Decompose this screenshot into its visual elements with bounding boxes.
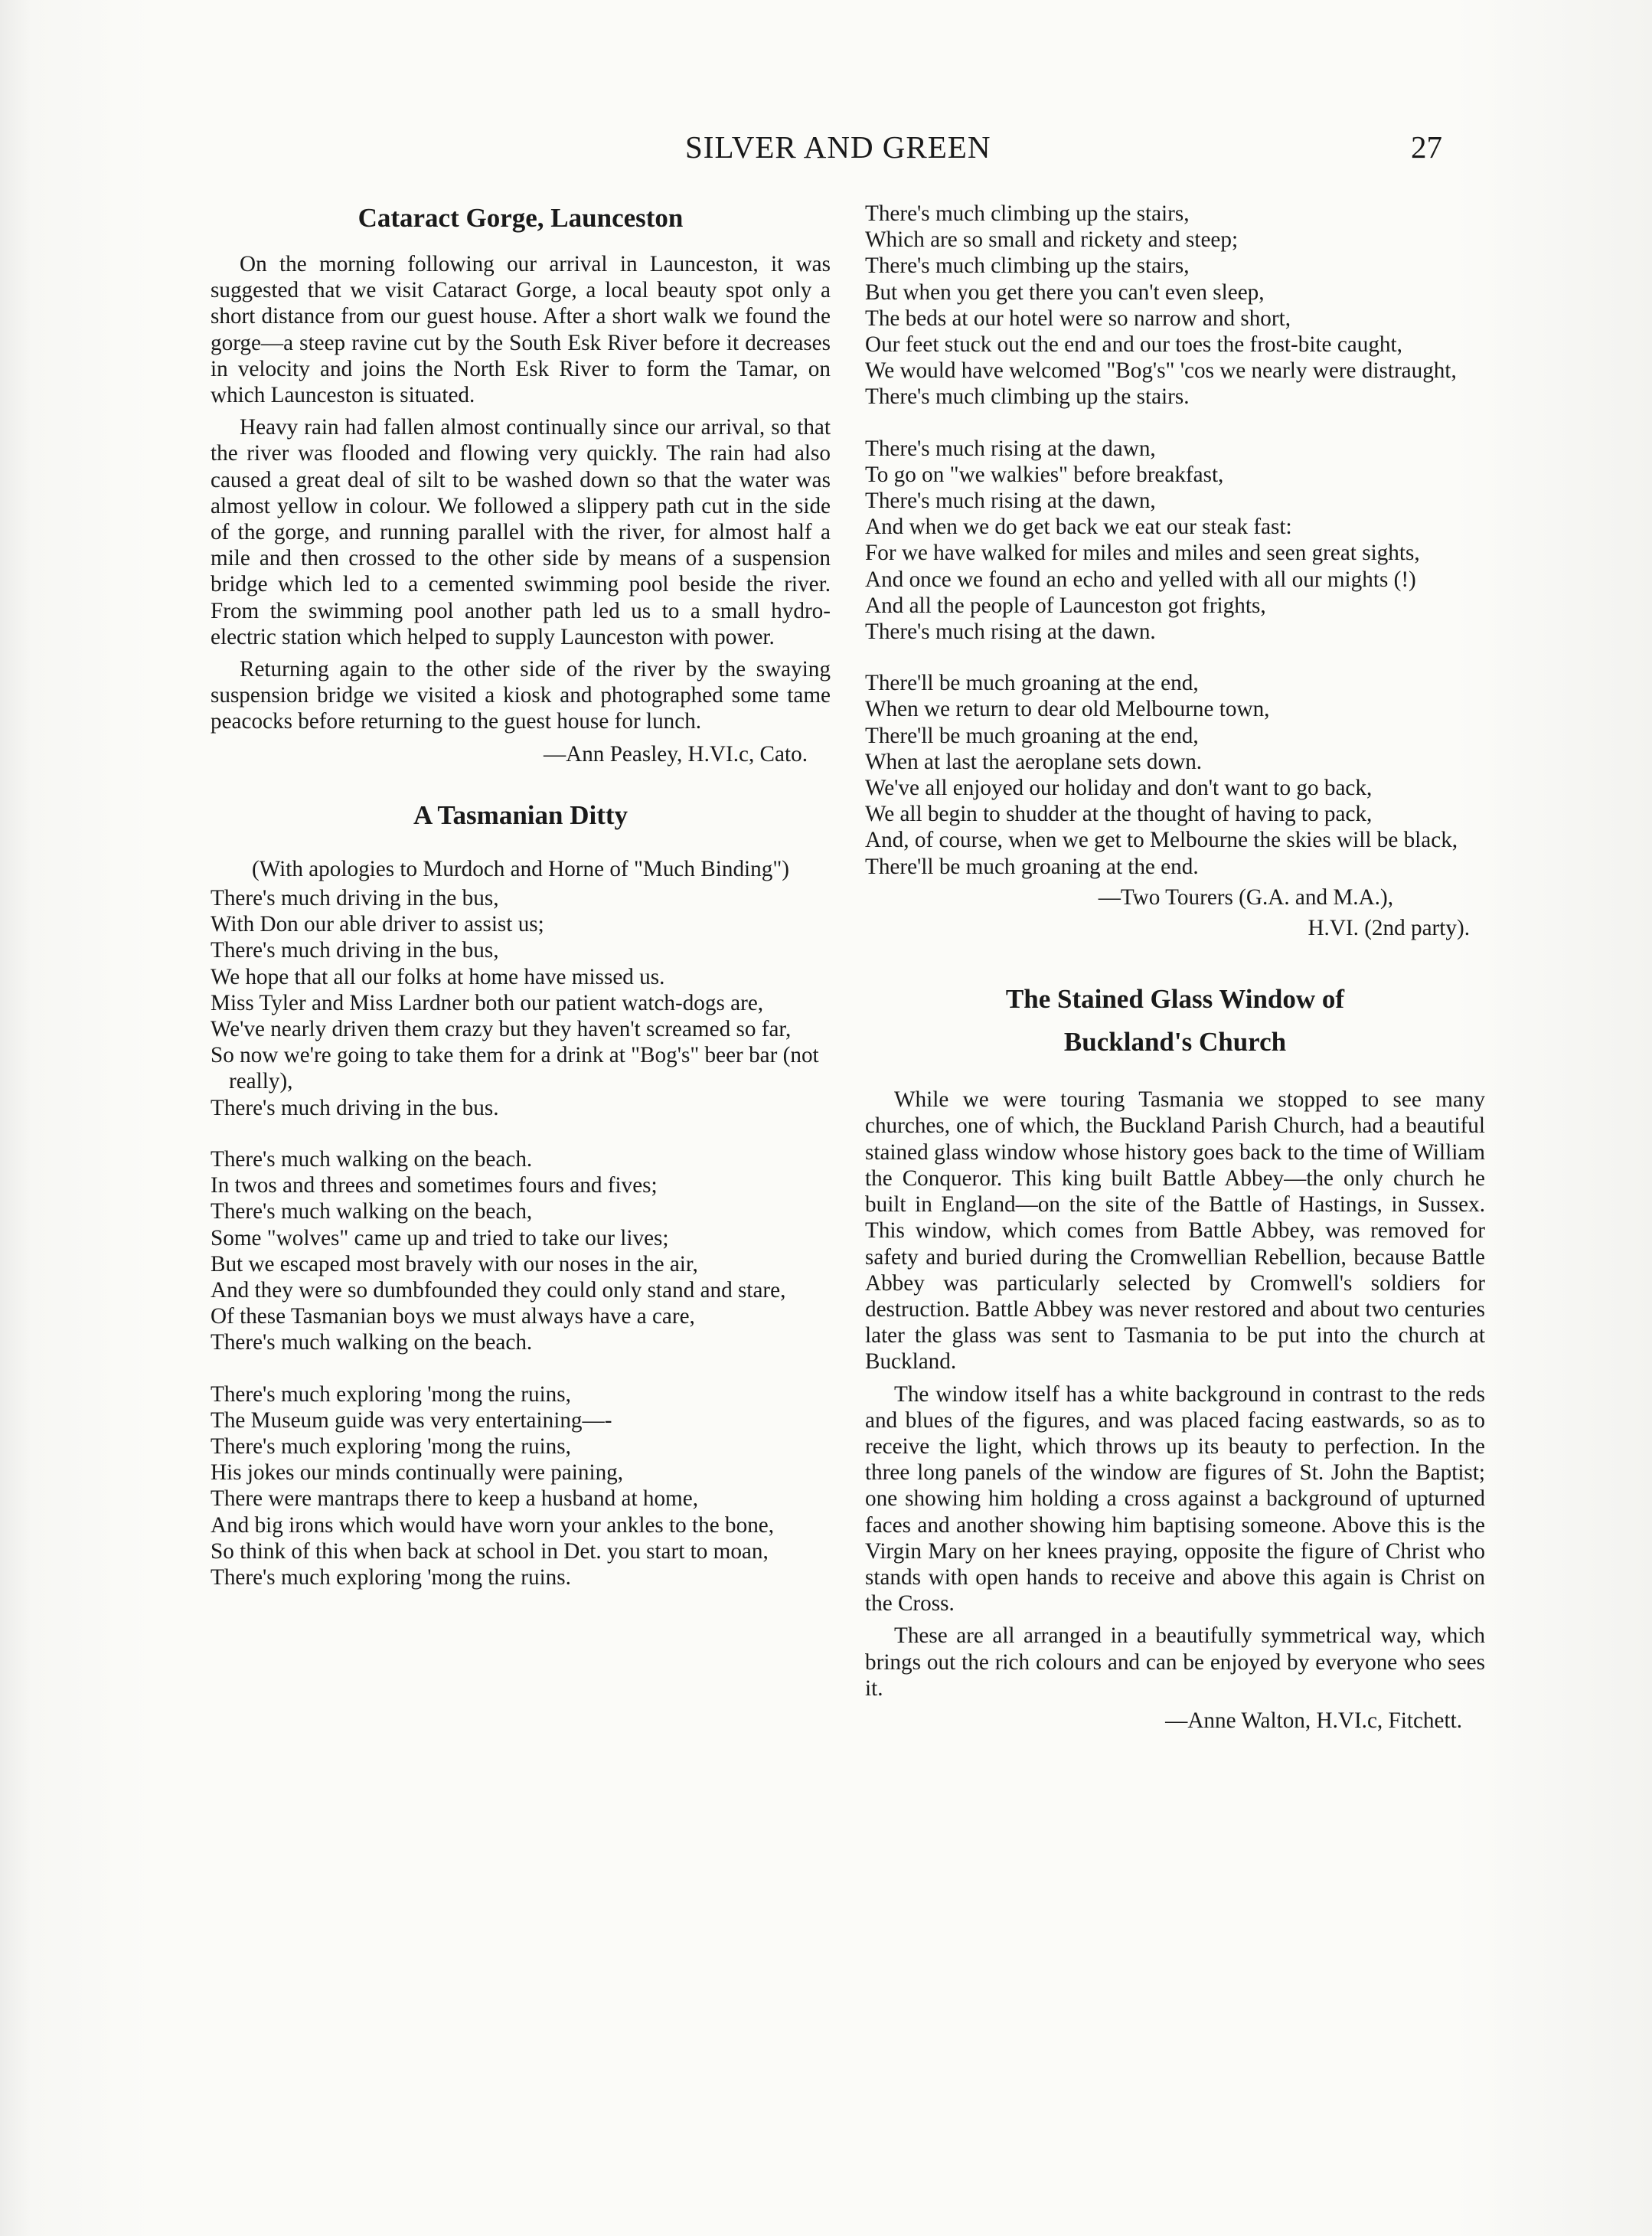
poem-line: Which are so small and rickety and steep; [865, 227, 1239, 253]
poem-line: There's much exploring 'mong the ruins, [211, 1433, 571, 1459]
poem-line: With Don our able driver to assist us; [211, 912, 544, 937]
poem-line: For we have walked for miles and miles and seen great sights, [865, 541, 1420, 566]
article-subtitle: (With apologies to Murdoch and Horne of "Much Binding") [252, 856, 789, 881]
article-stained-glass-window [865, 978, 1485, 1734]
poem-line: There were mantraps there to keep a husband at home, [211, 1486, 698, 1512]
poem-line: When we return to dear old Melbourne town, [865, 697, 1270, 722]
article-cataract-gorge [211, 201, 831, 767]
poem-line: To go on "we walkies" before breakfast, [865, 462, 1224, 487]
article-title: A Tasmanian Ditty [413, 799, 628, 830]
poem-line: And big irons which would have worn your ankles to the bone, [211, 1512, 775, 1538]
poem-line: There'll be much groaning at the end, [865, 671, 1199, 696]
poem-line: There'll be much groaning at the end. [865, 854, 1199, 879]
poem-line: We've all enjoyed our holiday and don't want to go back, [865, 776, 1373, 801]
poem-line: Miss Tyler and Miss Lardner both our patient watch-dogs are, [211, 990, 764, 1015]
poem-line: There'll be much groaning at the end, [865, 723, 1199, 748]
paragraph: The window itself has a white background in contrast to the reds and blues of the figures, and was placed facing eastwards, so as to receive the light, which throws up its beauty to perfection. In the three long panels of the window are figures of St. John the Baptist; one showing him holding a cross against a background of upturned faces and another showing him baptising someone. Above this is the Virgin Mary on her knees praying, opposite the figure of Christ who stands with open hands to receive and above this again is Christ on the Cross. [865, 1381, 1485, 1617]
poem-line: We would have welcomed "Bog's" 'cos we nearly were distraught, [865, 358, 1457, 384]
poem-line: So now we're going to take them for a drink at "Bog's" beer bar (not really), [211, 1043, 819, 1094]
poem-line: His jokes our minds continually were paining, [211, 1460, 624, 1486]
paragraph: These are all arranged in a beautifully symmetrical way, which brings out the rich colours and can be enjoyed by everyone who sees it. [865, 1623, 1485, 1701]
poem-stanza [865, 436, 1485, 646]
poem-line: So think of this when back at school in Det. you start to moan, [211, 1538, 769, 1564]
poem-line: There's much rising at the dawn. [865, 619, 1156, 645]
poem-line: In twos and threes and sometimes fours and fives; [211, 1173, 658, 1198]
poem-line: And when we do get back we eat our steak fast: [865, 515, 1292, 540]
author-signature: —Two Tourers (G.A. and M.A.), [1098, 884, 1393, 910]
poem-line: There's much driving in the bus, [211, 886, 499, 911]
poem-line: There's much exploring 'mong the ruins. [211, 1564, 571, 1590]
article-title-line: The Stained Glass Window of [1005, 984, 1345, 1015]
poem-line: There's much walking on the beach, [211, 1199, 533, 1224]
poem-stanza [211, 1381, 831, 1591]
poem-line: There's much rising at the dawn, [865, 436, 1156, 461]
poem-line: And, of course, when we get to Melbourne the skies will be black, [865, 828, 1458, 853]
poem-line: Our feet stuck out the end and our toes the frost-bite caught, [865, 332, 1402, 358]
article-title-line: Buckland's Church [1063, 1027, 1287, 1058]
paragraph: Heavy rain had fallen almost continually since our arrival, so that the river was flooded and flowing very quickly. The rain had also caused a great deal of silt to be washed down so that the water was almost yellow in colour. We followed a slippery path cut in the side of the gorge, and running parallel with the river, for almost half a mile and then crossed to the other side by means of a suspension bridge which led to a cemented swimming pool beside the river. From the swimming pool another path led us to a small hydro-electric station which helped to supply Launceston with power. [211, 415, 831, 649]
page-header [0, 129, 1652, 175]
poem-line: There's much driving in the bus. [211, 1095, 499, 1120]
poem-line: We've nearly driven them crazy but they haven't screamed so far, [211, 1017, 792, 1042]
right-column [865, 201, 1485, 1734]
article-title [865, 978, 1485, 1064]
poem-line: But when you get there you can't even sleep, [865, 280, 1265, 305]
poem-stanza [211, 885, 831, 1121]
paragraph: On the morning following our arrival in Launceston, it was suggested that we visit Cataract Gorge, a local beauty spot only a short distance from our guest house. After a short walk we found the gorge—a steep ravine cut by the South Esk River before it decreases in velocity and joins the North Esk River to form the Tamar, on which Launceston is situated. [211, 252, 831, 408]
poem-line: There's much rising at the dawn, [865, 489, 1156, 514]
poem-stanza [211, 1146, 831, 1356]
author-signature: H.VI. (2nd party). [1308, 916, 1470, 941]
poem-line: There's much climbing up the stairs, [865, 201, 1190, 226]
article-title: Cataract Gorge, Launceston [357, 203, 684, 233]
poem-line: There's much driving in the bus, [211, 938, 499, 963]
poem-line: There's much walking on the beach. [211, 1330, 533, 1355]
poem-stanza [865, 670, 1485, 880]
page-number: 27 [1411, 129, 1442, 165]
poem-line: There's much exploring 'mong the ruins, [211, 1381, 571, 1407]
poem-line: There's much walking on the beach. [211, 1146, 533, 1172]
poem-stanza [865, 201, 1485, 410]
paragraph: Returning again to the other side of the river by the swaying suspension bridge we visited a kiosk and photographed some tame peacocks before returning to the guest house for lunch. [211, 657, 831, 734]
left-column [211, 201, 831, 1590]
poem-line: And they were so dumbfounded they could only stand and stare, [211, 1277, 786, 1303]
paragraph: While we were touring Tasmania we stopped to see many churches, one of which, the Buckland Parish Church, had a beautiful stained glass window whose history goes back to the time of William the Conqueror. This king built Battle Abbey—the only church he built in England—on the site of the Battle of Hastings, in Sussex. This window, which comes from Battle Abbey, was removed for safety and buried during the Cromwellian Rebellion, because Battle Abbey was particularly selected by Cromwell's soldiers for destruction. Battle Abbey was never restored and about two centuries later the glass was sent to Tasmania to be put into the church at Buckland. [865, 1087, 1485, 1375]
poem-line: We hope that all our folks at home have missed us. [211, 964, 665, 989]
poem-line: But we escaped most bravely with our noses in the air, [211, 1251, 698, 1277]
poem-line: The beds at our hotel were so narrow and short, [865, 306, 1291, 331]
poem-line: And once we found an echo and yelled with all our mights (!) [865, 567, 1416, 592]
poem-line: There's much climbing up the stairs. [865, 384, 1190, 410]
poem-line: There's much climbing up the stairs, [865, 253, 1190, 279]
poem-line: The Museum guide was very entertaining—- [211, 1407, 612, 1433]
author-signature: —Ann Peasley, H.VI.c, Cato. [543, 741, 808, 767]
author-signature: —Anne Walton, H.VI.c, Fitchett. [1165, 1708, 1462, 1733]
poem-line: We all begin to shudder at the thought of having to pack, [865, 802, 1373, 827]
article-tasmanian-ditty [211, 798, 831, 1590]
poem-line: Of these Tasmanian boys we must always have a care, [211, 1304, 695, 1329]
poem-line: When at last the aeroplane sets down. [865, 749, 1203, 774]
poem-line: And all the people of Launceston got frights, [865, 593, 1266, 618]
poem-line: Some "wolves" came up and tried to take our lives; [211, 1225, 669, 1250]
running-title: SILVER AND GREEN [685, 129, 991, 165]
